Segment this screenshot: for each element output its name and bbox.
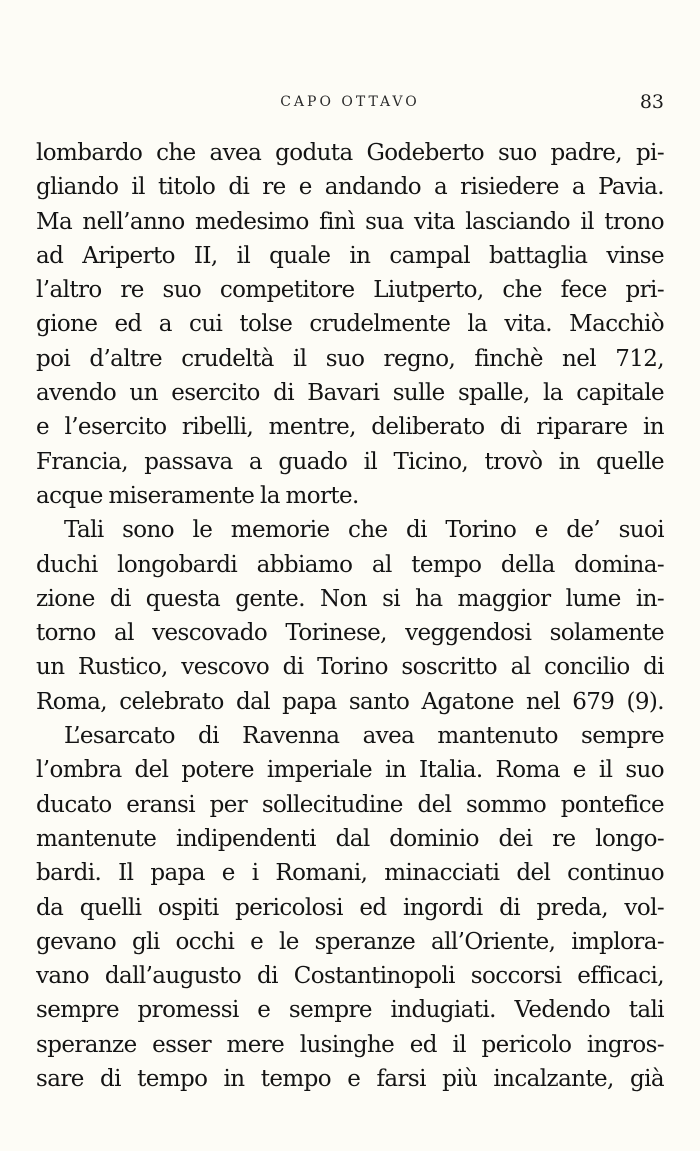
text-line: avendo un esercito di Bavari sulle spalle, la capitale bbox=[36, 380, 664, 407]
text-line: L’esarcato di Ravenna avea mantenuto sempre bbox=[64, 723, 664, 750]
text-line: poi d’altre crudeltà il suo regno, finchè nel 712, bbox=[36, 345, 664, 372]
text-line: acque miseramente la morte. bbox=[36, 482, 359, 509]
text-line: gliando il titolo di re e andando a risiedere a Pavia. bbox=[36, 174, 664, 201]
text-line: sare di tempo in tempo e farsi più incalzante, già bbox=[36, 1066, 664, 1093]
text-line: mantenute indipendenti dal dominio dei re longo- bbox=[36, 825, 664, 852]
text-line: sempre promessi e sempre indugiati. Vedendo tali bbox=[36, 997, 664, 1024]
text-line: duchi longobardi abbiamo al tempo della domina- bbox=[36, 551, 664, 578]
text-line: l’altro re suo competitore Liutperto, che fece pri- bbox=[36, 277, 664, 304]
text-line: vano dall’augusto di Costantinopoli soccorsi efficaci, bbox=[36, 963, 664, 990]
running-head bbox=[36, 91, 664, 116]
text-line: e l’esercito ribelli, mentre, deliberato di riparare in bbox=[36, 414, 664, 441]
text-line: Ma nell’anno medesimo finì sua vita lasciando il trono bbox=[36, 208, 664, 235]
text-line: un Rustico, vescovo di Torino soscritto al concilio di bbox=[36, 654, 664, 681]
page-number: 83 bbox=[639, 91, 664, 113]
text-line: ad Ariperto II, il quale in campal battaglia vinse bbox=[36, 242, 664, 269]
text-line: Tali sono le memorie che di Torino e de’ suoi bbox=[64, 517, 664, 544]
text-line: Roma, celebrato dal papa santo Agatone nel 679 (9). bbox=[36, 688, 664, 715]
text-line: torno al vescovado Torinese, veggendosi solamente bbox=[36, 620, 664, 647]
text-line: gevano gli occhi e le speranze all’Oriente, implora- bbox=[36, 928, 664, 955]
chapter-title: CAPO OTTAVO bbox=[280, 94, 420, 110]
text-line: lombardo che avea goduta Godeberto suo padre, pi- bbox=[36, 140, 664, 166]
text-line: da quelli ospiti pericolosi ed ingordi di preda, vol- bbox=[36, 894, 664, 921]
text-line: l’ombra del potere imperiale in Italia. Roma e il suo bbox=[36, 757, 664, 784]
text-line: zione di questa gente. Non si ha maggior lume in- bbox=[36, 585, 664, 612]
body-text bbox=[36, 136, 664, 1096]
text-line: ducato eransi per sollecitudine del sommo pontefice bbox=[36, 791, 664, 818]
text-line: speranze esser mere lusinghe ed il pericolo ingros- bbox=[36, 1031, 664, 1058]
text-line: Francia, passava a guado il Ticino, trovò in quelle bbox=[36, 448, 664, 475]
text-line: bardi. Il papa e i Romani, minacciati del continuo bbox=[36, 860, 664, 887]
text-line: gione ed a cui tolse crudelmente la vita. Macchiò bbox=[36, 311, 664, 338]
